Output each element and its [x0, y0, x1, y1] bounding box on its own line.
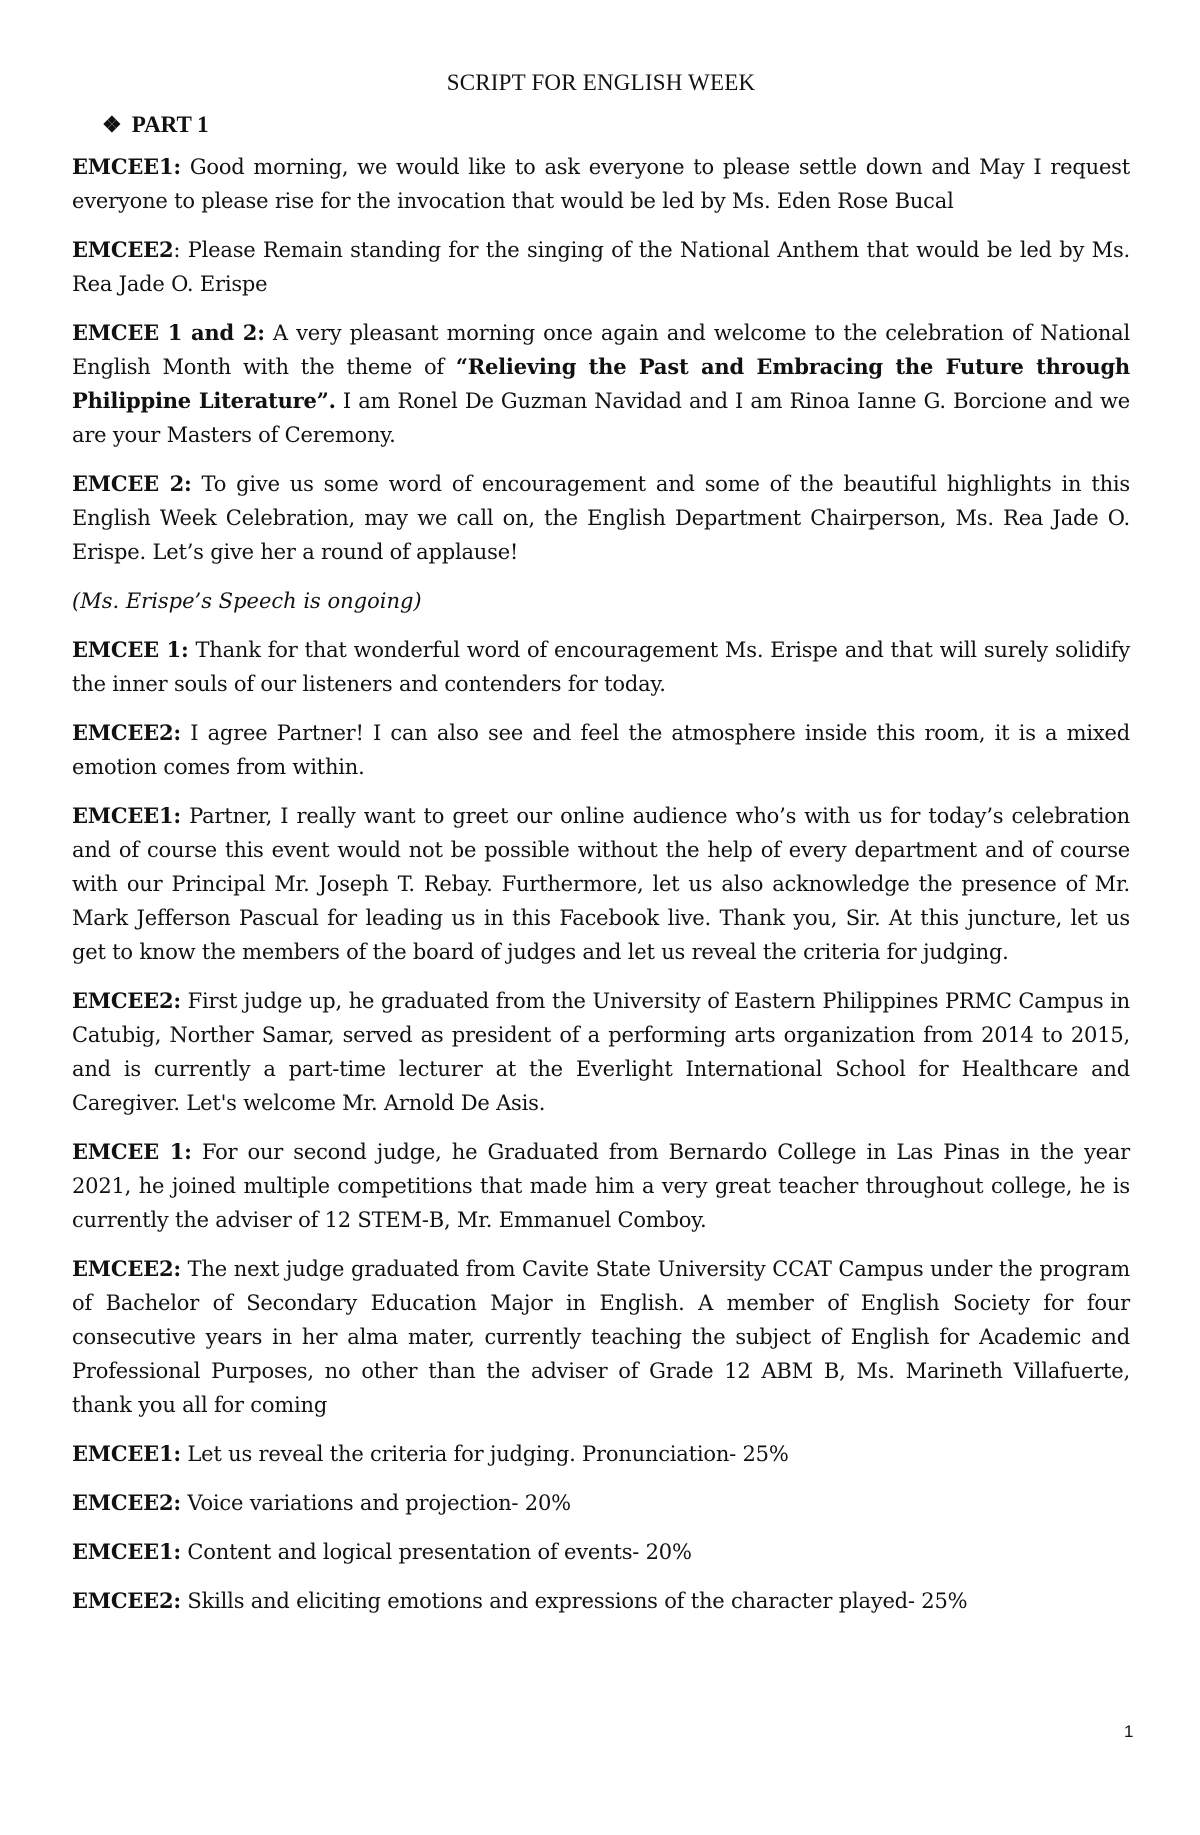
paragraph-text: First judge up, he graduated from the University of Eastern Philippines PRMC Campus in Catubig, Norther Samar, served as president of a performing arts organization from 2014 to 2015, and is currently a part-time lecturer at the Everlight International School for Healthcare and Caregiver. Let's welcome Mr. Arnold De Asis. [72, 989, 1130, 1115]
criteria-line [72, 1584, 1130, 1618]
part-heading [102, 112, 1130, 138]
speaker-label: EMCEE 1 and 2: [72, 320, 265, 345]
stage-note: (Ms. Erispe’s Speech is ongoing) [72, 589, 422, 613]
paragraph-text: I agree Partner! I can also see and feel the atmosphere inside this room, it is a mixed emotion comes from within. [72, 721, 1130, 779]
paragraph-text: To give us some word of encouragement and some of the beautiful highlights in this English Week Celebration, may we call on, the English Department Chairperson, Ms. Rea Jade O. Erispe. Let’s give her a round of applause! [72, 472, 1130, 564]
paragraph-text: : Please Remain standing for the singing of the National Anthem that would be led by Ms. Rea Jade O. Erispe [72, 238, 1130, 296]
speaker-label: EMCEE1: [72, 803, 181, 828]
speaker-label: EMCEE2: [72, 988, 181, 1013]
speaker-label: EMCEE1: [72, 1539, 181, 1564]
script-paragraph [72, 799, 1130, 969]
speaker-label: EMCEE2 [72, 237, 174, 262]
paragraph-text: Skills and eliciting emotions and expressions of the character played- 25% [180, 1589, 968, 1613]
theme-emphasis: “Relieving the Past and Embracing the Future through Philippine Literature”. [72, 354, 1131, 413]
paragraph-text: For our second judge, he Graduated from Bernardo College in Las Pinas in the year 2021, he joined multiple competitions that made him a very great teacher throughout college, he is currently the adviser of 12 STEM-B, Mr. Emmanuel Comboy. [72, 1140, 1130, 1232]
script-paragraph [72, 467, 1130, 569]
speaker-label: EMCEE1: [72, 1441, 181, 1466]
paragraph-text: Partner, I really want to greet our online audience who’s with us for today’s celebration and of course this event would not be possible without the help of every department and of course with our Principal Mr. Joseph T. Rebay. Furthermore, let us also acknowledge the presence of Mr. Mark Jefferson Pascual for leading us in this Facebook live. Thank you, Sir. At this juncture, let us get to know the members of the board of judges and let us reveal the criteria for judging. [72, 804, 1130, 964]
speaker-label: EMCEE 1: [72, 1139, 192, 1164]
criteria-line [72, 1486, 1130, 1520]
document-page [72, 70, 1130, 1633]
speaker-label: EMCEE2: [72, 1588, 181, 1613]
script-paragraph [72, 1135, 1130, 1237]
paragraph-text: A very pleasant morning once again and welcome to the celebration of National English Month with the theme of [72, 321, 1130, 379]
paragraph-text: Voice variations and projection- 20% [180, 1491, 571, 1515]
paragraph-text: Content and logical presentation of events- 20% [180, 1540, 692, 1564]
script-paragraph [72, 984, 1130, 1120]
script-paragraph [72, 1252, 1130, 1422]
speaker-label: EMCEE 2: [72, 471, 192, 496]
part-label: PART 1 [131, 112, 209, 137]
speaker-label: EMCEE 1: [72, 637, 189, 662]
speaker-label: EMCEE2: [72, 1256, 181, 1281]
diamond-bullet-icon: ❖ [102, 112, 122, 137]
paragraph-text: Good morning, we would like to ask everyone to please settle down and May I request everyone to please rise for the invocation that would be led by Ms. Eden Rose Bucal [72, 155, 1130, 213]
page-number: 1 [1124, 1722, 1134, 1741]
paragraph-text-after: I am Ronel De Guzman Navidad and I am Rinoa Ianne G. Borcione and we are your Masters of Ceremony. [72, 389, 1131, 447]
document-title: SCRIPT FOR ENGLISH WEEK [446, 70, 756, 95]
script-paragraph [72, 150, 1130, 218]
criteria-line [72, 1437, 1130, 1471]
script-paragraph [72, 316, 1130, 452]
script-paragraph [72, 633, 1130, 701]
speaker-label: EMCEE2: [72, 720, 181, 745]
paragraph-text: The next judge graduated from Cavite State University CCAT Campus under the program of Bachelor of Secondary Education Major in English. A member of English Society for four consecutive years in her alma mater, currently teaching the subject of English for Academic and Professional Purposes, no other than the adviser of Grade 12 ABM B, Ms. Marineth Villafuerte, thank you all for coming [72, 1257, 1130, 1417]
speaker-label: EMCEE2: [72, 1490, 181, 1515]
script-paragraph [72, 716, 1130, 784]
criteria-line [72, 1535, 1130, 1569]
speaker-label: EMCEE1: [72, 154, 181, 179]
paragraph-text: Thank for that wonderful word of encouragement Ms. Erispe and that will surely solidify the inner souls of our listeners and contenders for today. [72, 638, 1130, 696]
paragraph-text: Let us reveal the criteria for judging. Pronunciation- 25% [180, 1442, 789, 1466]
script-paragraph [72, 233, 1130, 301]
